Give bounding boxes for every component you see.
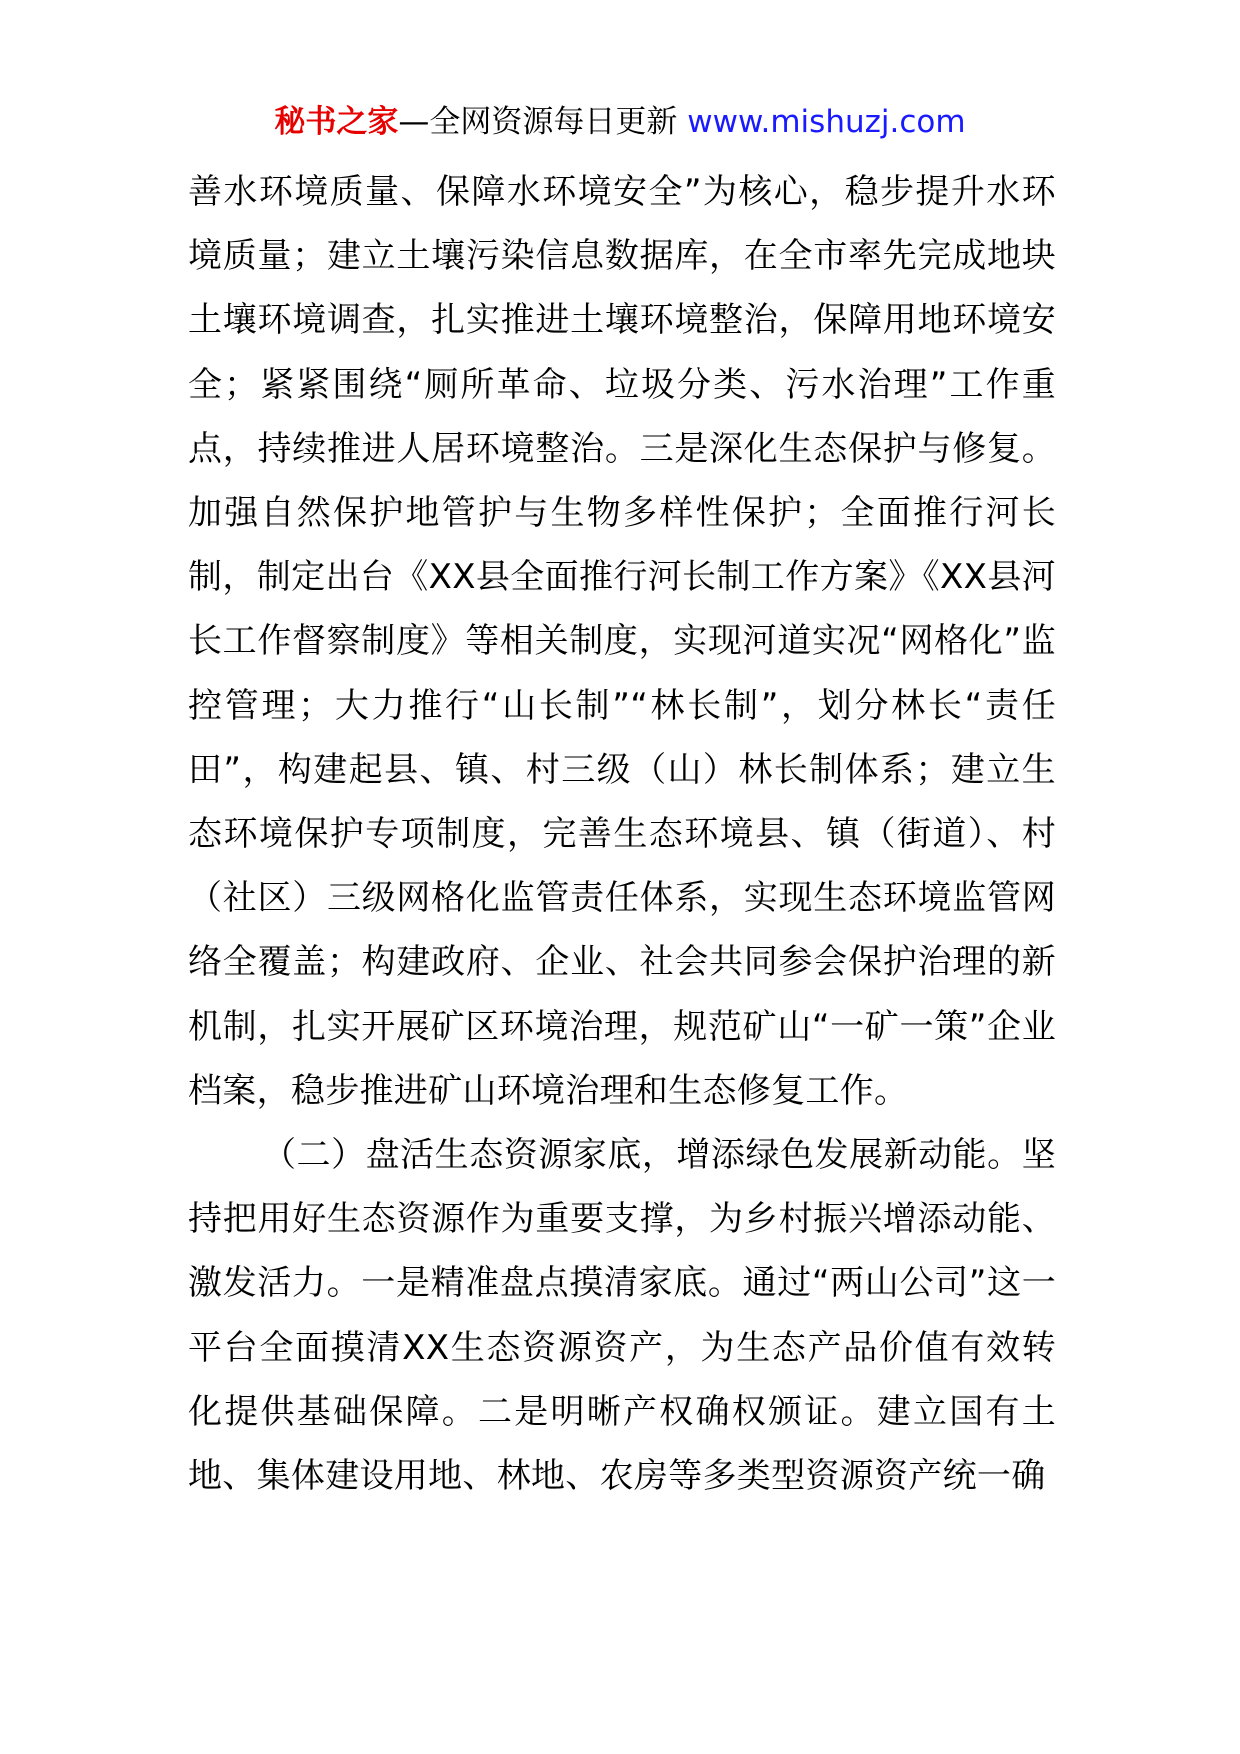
site-tagline: —全网资源每日更新 xyxy=(398,104,688,140)
paragraph: （二）盘活生态资源家底，增添绿色发展新动能。坚持把用好生态资源作为重要支撑，为乡村振兴增添动能、激发活力。一是精准盘点摸清家底。通过“两山公司”这一平台全面摸清XX生态资源资产，为生态产品价值有效转化提供基础保障。二是明晰产权确权颁证。建立国有土地、集体建设用地、林地、农房等多类型资源资产统一确 xyxy=(188,1135,1056,1497)
document-body xyxy=(188,160,1056,1508)
page-header xyxy=(0,100,1240,144)
paragraph: 善水环境质量、保障水环境安全”为核心，稳步提升水环境质量；建立土壤污染信息数据库，在全市率先完成地块土壤环境调查，扎实推进土壤环境整治，保障用地环境安全；紧紧围绕“厕所革命、垃圾分类、污水治理”工作重点，持续推进人居环境整治。三是深化生态保护与修复。加强自然保护地管护与生物多样性保护；全面推行河长制，制定出台《XX县全面推行河长制工作方案》《XX县河长工作督察制度》等相关制度，实现河道实况“网格化”监控管理；大力推行“山长制”“林长制”，划分林长“责任田”，构建起县、镇、村三级（山）林长制体系；建立生态环境保护专项制度，完善生态环境县、镇（街道）、村（社区）三级网格化监管责任体系，实现生态环境监管网络全覆盖；构建政府、企业、社会共同参会保护治理的新机制，扎实开展矿区环境治理，规范矿山“一矿一策”企业档案，稳步推进矿山环境治理和生态修复工作。 xyxy=(188,172,1056,1111)
site-url[interactable]: www.mishuzj.com xyxy=(687,104,966,140)
site-brand: 秘书之家 xyxy=(274,104,399,140)
